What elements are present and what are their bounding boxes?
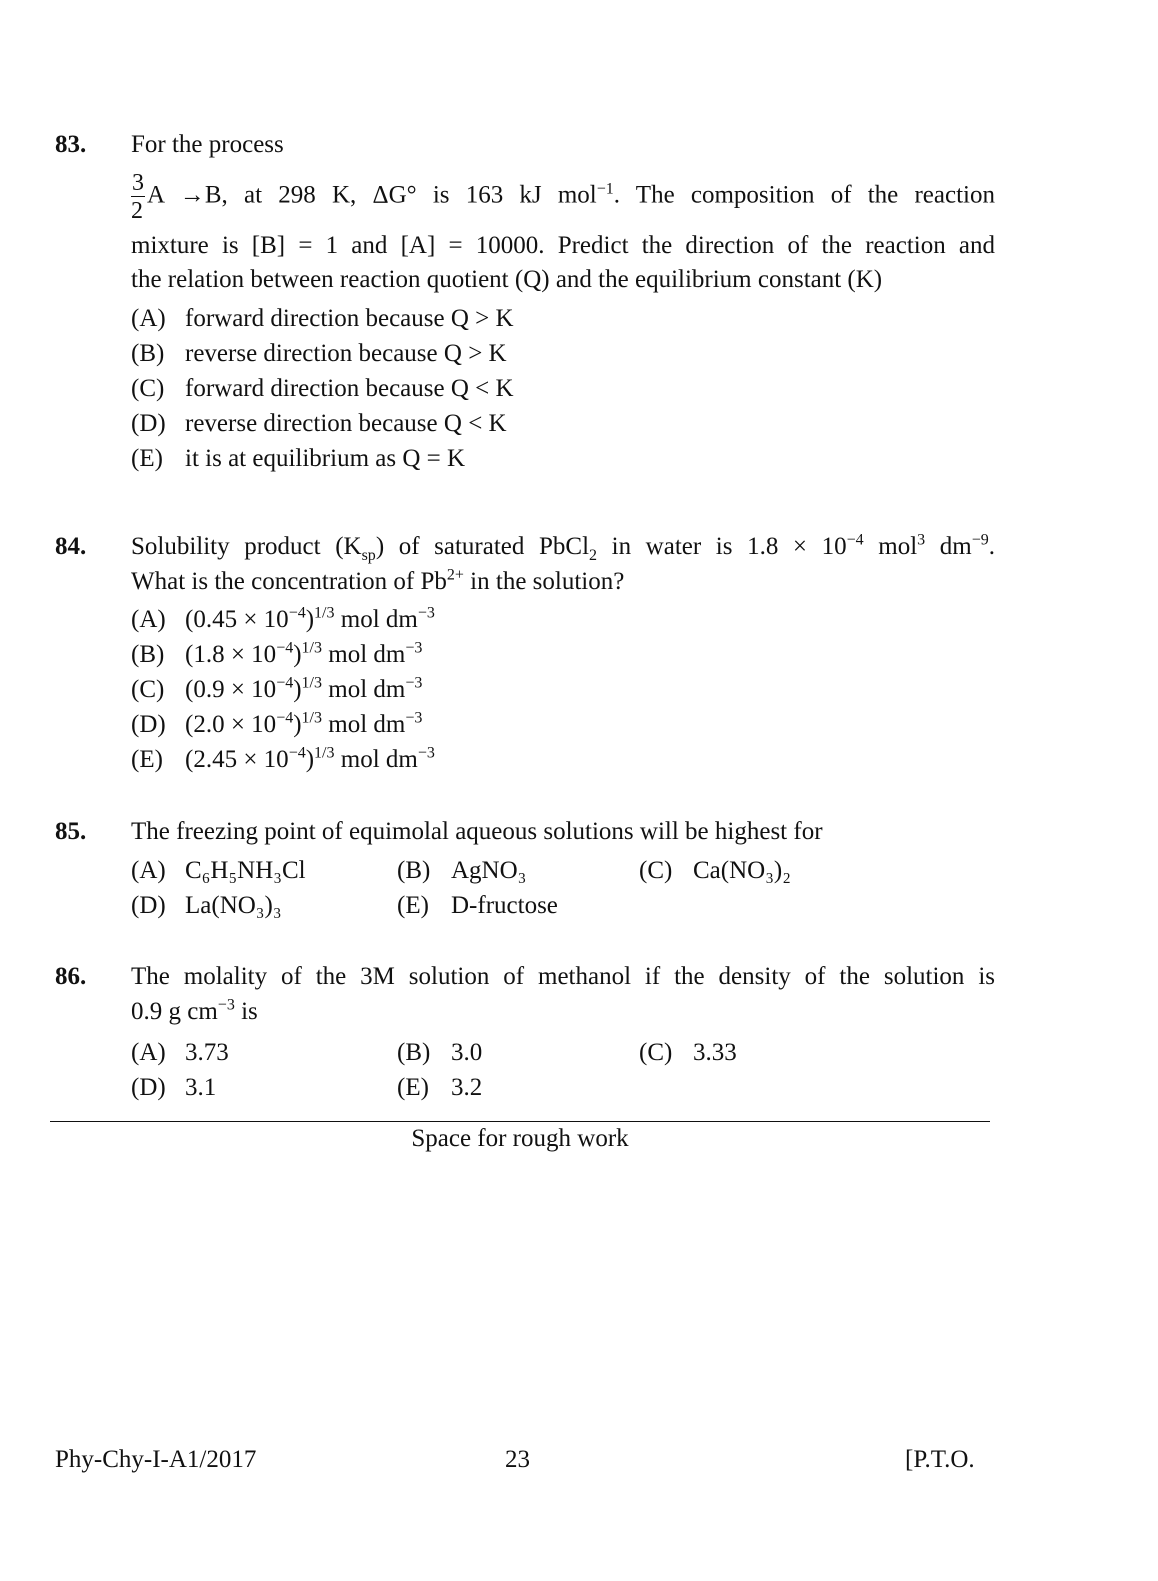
superscript: 1/3 [301, 639, 322, 657]
option-part: ) [305, 746, 315, 773]
option-label: (C) [131, 676, 165, 703]
option-part: (2.45 × 10 [185, 746, 289, 773]
option-text [185, 637, 422, 672]
option-text [185, 672, 422, 707]
subscript: 2 [589, 547, 598, 564]
superscript: −4 [276, 709, 294, 727]
question-text: 0.9 g cm [131, 997, 218, 1025]
fraction-denominator: 2 [131, 197, 143, 224]
superscript: −3 [417, 744, 435, 762]
question-intro: For the process [131, 131, 284, 158]
question-line [131, 995, 995, 1030]
superscript: 2+ [446, 566, 464, 584]
fraction [131, 171, 145, 223]
option-text: 3.73 [185, 1039, 229, 1066]
option-text: AgNO₃ [451, 856, 527, 884]
option-text: D-fructose [451, 891, 558, 919]
option-text: C₆H₅NH₃Cl [185, 856, 306, 884]
option-text: La(NO₃)₃ [185, 891, 282, 919]
superscript: −3 [405, 639, 423, 657]
superscript: −1 [596, 179, 614, 197]
subscript: sp [361, 547, 376, 564]
option-c[interactable] [131, 672, 995, 707]
superscript: 1/3 [314, 604, 335, 622]
question-text: is [234, 997, 258, 1025]
superscript: 1/3 [301, 674, 322, 692]
option-label: (C) [639, 1039, 673, 1066]
option-label: (D) [131, 891, 166, 919]
question-text: Solubility product (K [131, 533, 362, 560]
option-label: (B) [131, 641, 165, 668]
option-text [185, 742, 435, 777]
rough-work-label: Space for rough work [411, 1125, 629, 1152]
option-label: (E) [397, 891, 429, 919]
option-text: reverse direction because Q < K [185, 409, 507, 437]
question-text: A →B, at 298 K, ΔG° is 163 kJ mol [147, 181, 597, 209]
superscript: −3 [405, 709, 423, 727]
option-text [185, 707, 422, 742]
superscript: −4 [288, 744, 306, 762]
question-body [131, 960, 995, 1105]
options-list [131, 602, 995, 777]
question-number: 86. [55, 963, 87, 990]
option-label: (B) [397, 1039, 431, 1066]
option-part: (1.8 × 10 [185, 641, 277, 668]
question-text: mol [863, 533, 918, 560]
superscript: −4 [288, 604, 306, 622]
superscript: −3 [417, 604, 435, 622]
option-label: (D) [131, 1074, 166, 1101]
option-part: (0.9 × 10 [185, 676, 277, 703]
superscript: −3 [405, 674, 423, 692]
option-label: (E) [397, 1074, 429, 1101]
option-label: (C) [131, 374, 165, 402]
superscript: −4 [846, 531, 864, 549]
option-b[interactable] [131, 336, 995, 371]
question-text: . The composition of the reaction [613, 181, 995, 209]
option-a[interactable] [131, 602, 995, 637]
option-label: (D) [131, 711, 166, 738]
option-text: 3.0 [451, 1039, 483, 1066]
option-b[interactable] [131, 637, 995, 672]
options-grid [131, 1035, 995, 1105]
divider-rule [50, 1121, 990, 1122]
question-body [131, 815, 995, 923]
option-text: 3.2 [451, 1074, 483, 1101]
superscript: 1/3 [314, 744, 335, 762]
question-text: in water is 1.8 × 10 [597, 533, 847, 560]
pto-label: [P.T.O. [905, 1446, 975, 1473]
question-text: What is the concentration of Pb [131, 567, 447, 595]
fraction-numerator: 3 [132, 169, 144, 196]
option-text: Ca(NO₃)₂ [693, 856, 791, 884]
option-part: ) [293, 711, 302, 738]
question-line [131, 530, 995, 565]
question-number: 83. [55, 131, 87, 158]
option-a[interactable] [131, 301, 995, 336]
options-grid [131, 853, 995, 923]
question-line [131, 171, 995, 223]
option-part: (0.45 × 10 [185, 606, 289, 633]
option-part: ) [293, 676, 302, 703]
question-line: the relation between reaction quotient (Q) and the equilibrium constant (K) [131, 266, 883, 293]
option-text: forward direction because Q > K [185, 304, 514, 332]
option-text [185, 602, 435, 637]
option-label: (A) [131, 1039, 166, 1066]
option-part: mol dm [322, 676, 406, 703]
question-text: ) of saturated PbCl [375, 533, 590, 560]
option-part: (2.0 × 10 [185, 711, 277, 738]
question-text: in the solution? [463, 567, 625, 595]
option-text: forward direction because Q < K [185, 374, 514, 402]
option-part: mol dm [334, 606, 418, 633]
option-d[interactable] [131, 406, 995, 441]
question-body [131, 530, 995, 777]
superscript: −4 [276, 639, 294, 657]
question-number: 84. [55, 533, 87, 560]
option-part: mol dm [322, 711, 406, 738]
option-part: mol dm [334, 746, 418, 773]
option-label: (B) [131, 339, 165, 367]
superscript: −3 [217, 996, 235, 1014]
question-text: The freezing point of equimolal aqueous solutions will be highest for [131, 818, 823, 845]
option-text: 3.1 [185, 1074, 217, 1101]
option-label: (C) [639, 856, 673, 884]
question-body [131, 128, 995, 476]
question-text: dm [925, 533, 972, 560]
option-label: (A) [131, 606, 166, 633]
options-list [131, 301, 995, 476]
option-label: (A) [131, 856, 166, 884]
question-text: . [988, 533, 995, 560]
option-text: 3.33 [693, 1039, 737, 1066]
option-part: mol dm [322, 641, 406, 668]
superscript: 1/3 [301, 709, 322, 727]
page-number: 23 [505, 1446, 530, 1473]
superscript: −4 [276, 674, 294, 692]
question-number: 85. [55, 818, 87, 845]
option-text: reverse direction because Q > K [185, 339, 507, 367]
option-label: (E) [131, 746, 163, 773]
option-text: it is at equilibrium as Q = K [185, 444, 466, 472]
superscript: 3 [917, 531, 926, 549]
option-label: (D) [131, 409, 166, 437]
paper-code: Phy-Chy-I-A1/2017 [55, 1446, 257, 1473]
option-label: (B) [397, 856, 431, 884]
question-line [131, 565, 995, 600]
option-e[interactable] [131, 441, 995, 476]
option-c[interactable] [131, 371, 995, 406]
superscript: −9 [971, 531, 989, 549]
option-label: (A) [131, 304, 166, 332]
option-part: ) [293, 641, 302, 668]
option-part: ) [305, 606, 315, 633]
question-line: mixture is [B] = 1 and [A] = 10000. Predict the direction of the reaction and [131, 231, 995, 259]
question-line: The molality of the 3M solution of methanol if the density of the solution is [131, 963, 995, 990]
option-e[interactable] [131, 742, 995, 777]
option-label: (E) [131, 444, 163, 472]
option-d[interactable] [131, 707, 995, 742]
